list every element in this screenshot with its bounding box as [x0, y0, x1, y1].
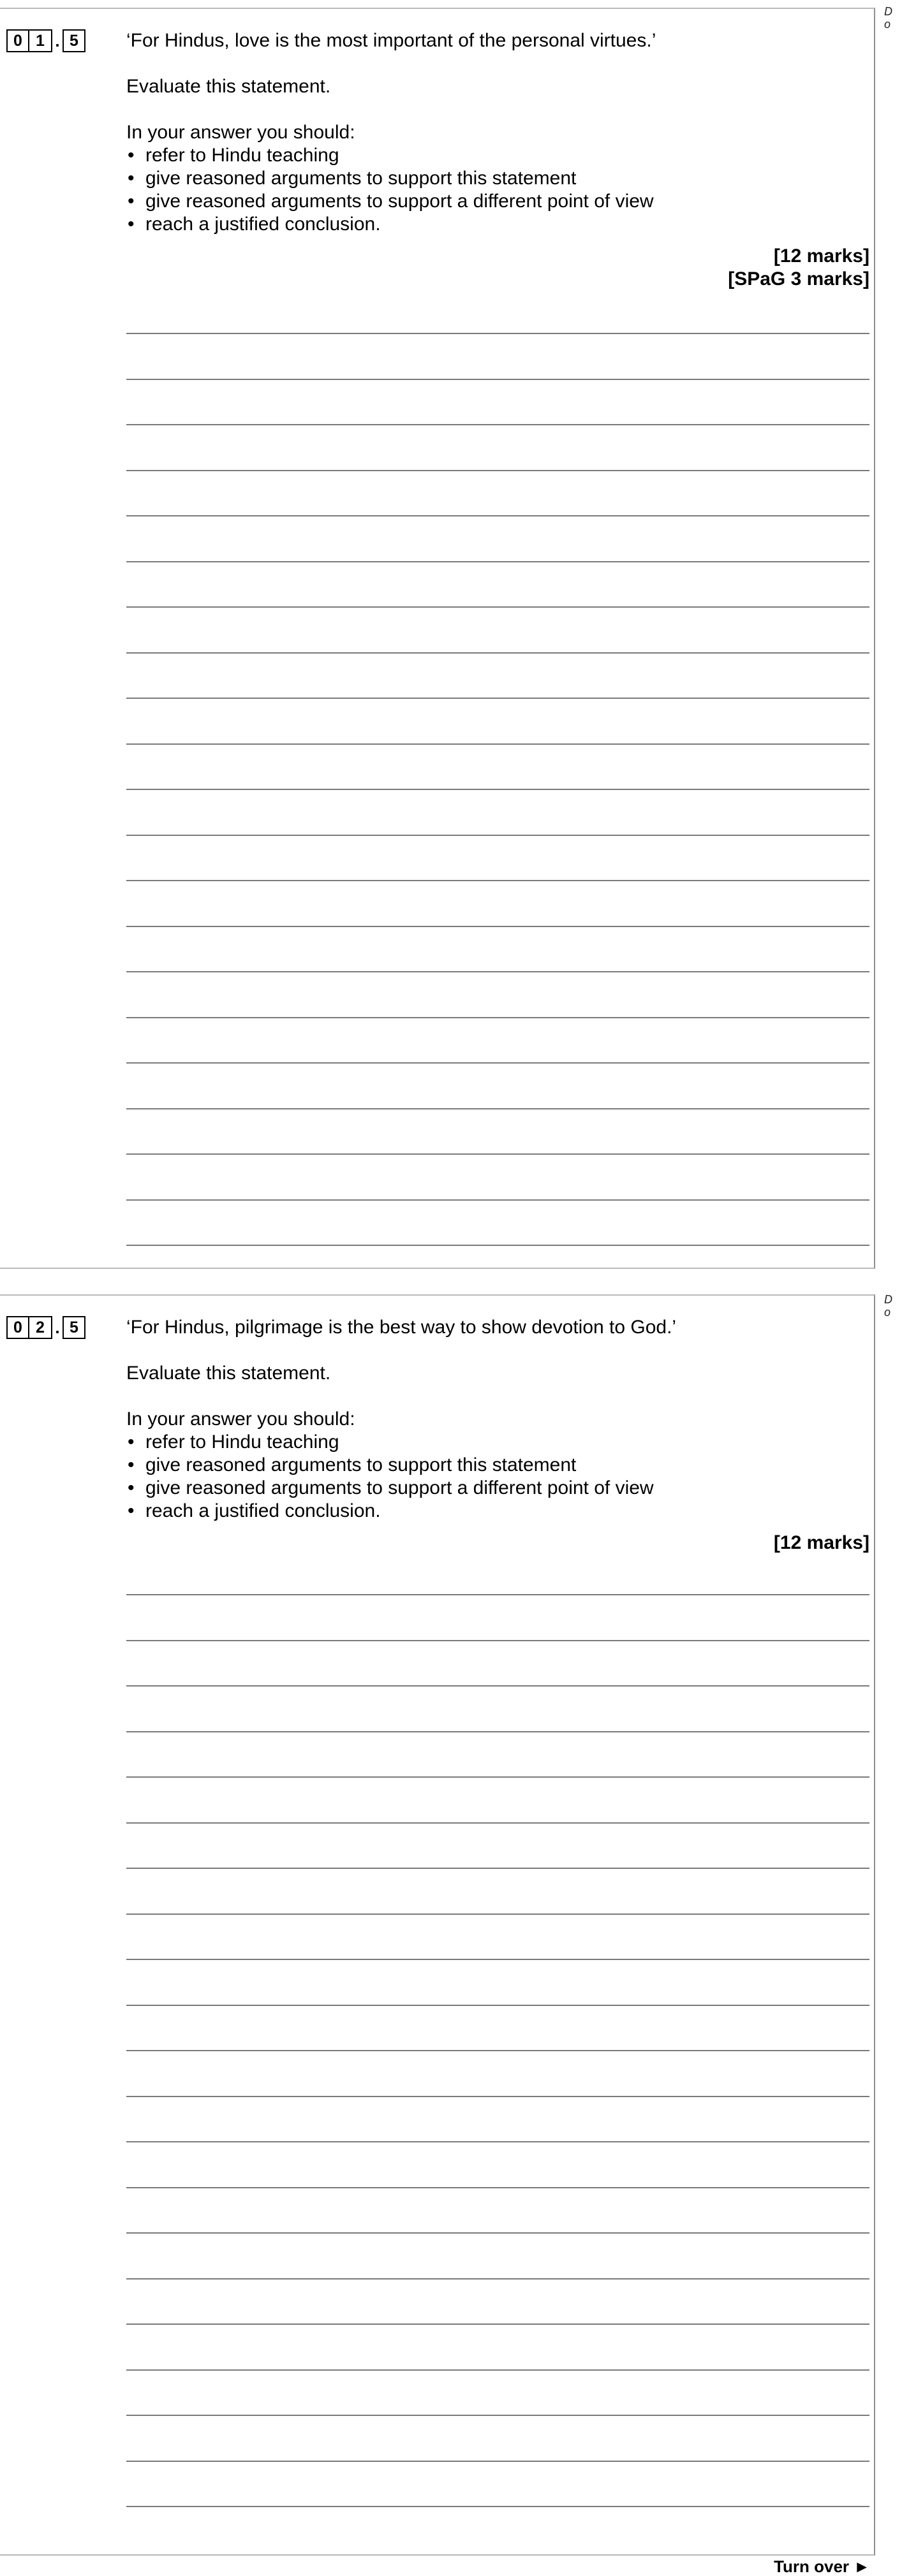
answer-lines[interactable]: [126, 333, 869, 1251]
answer-line[interactable]: [126, 515, 869, 516]
instruction-list: [126, 1431, 869, 1523]
answer-line[interactable]: [126, 1959, 869, 1960]
answer-line[interactable]: [126, 470, 869, 471]
answer-line[interactable]: [126, 789, 869, 790]
answer-line[interactable]: [126, 1914, 869, 1915]
answer-line[interactable]: [126, 2141, 869, 2142]
instructions-lead: In your answer you should:: [126, 122, 355, 143]
answer-line[interactable]: [126, 1868, 869, 1869]
answer-line[interactable]: [126, 1685, 869, 1687]
answer-lines[interactable]: [126, 1594, 869, 2512]
question-015: [0, 8, 875, 1269]
question-body: [126, 29, 869, 291]
turn-over-label: Turn over ►: [774, 2557, 870, 2576]
answer-line[interactable]: [126, 1108, 869, 1109]
answer-line[interactable]: [126, 1731, 869, 1732]
question-digit: 1: [29, 29, 52, 52]
answer-line[interactable]: [126, 1017, 869, 1018]
instruction-item: • refer to Hindu teaching: [126, 1431, 869, 1454]
answer-line[interactable]: [126, 2005, 869, 2006]
instruction-item: • give reasoned arguments to support this statement: [126, 167, 869, 190]
answer-line[interactable]: [126, 2232, 869, 2234]
evaluate-instruction: Evaluate this statement.: [126, 76, 331, 97]
answer-line[interactable]: [126, 698, 869, 699]
answer-line[interactable]: [126, 424, 869, 425]
answer-line[interactable]: [126, 2050, 869, 2051]
question-number: [6, 1316, 85, 1339]
answer-line[interactable]: [126, 2415, 869, 2416]
question-dot: .: [55, 31, 60, 50]
question-digit: 5: [63, 29, 85, 52]
question-digit: 2: [29, 1316, 52, 1339]
instructions-lead: In your answer you should:: [126, 1409, 355, 1430]
answer-line[interactable]: [126, 1245, 869, 1246]
answer-line[interactable]: [126, 1594, 869, 1595]
answer-line[interactable]: [126, 2324, 869, 2325]
answer-line[interactable]: [126, 1822, 869, 1824]
answer-line[interactable]: [126, 1153, 869, 1155]
answer-line[interactable]: [126, 379, 869, 380]
answer-line[interactable]: [126, 835, 869, 836]
answer-line[interactable]: [126, 1776, 869, 1778]
answer-line[interactable]: [126, 2278, 869, 2280]
marks-label: [12 marks]: [773, 1532, 869, 1553]
question-dot: .: [55, 1318, 60, 1337]
question-number: [6, 29, 85, 52]
evaluate-instruction: Evaluate this statement.: [126, 1363, 331, 1384]
answer-line[interactable]: [126, 1062, 869, 1064]
answer-line[interactable]: [126, 743, 869, 745]
answer-line[interactable]: [126, 2506, 869, 2507]
answer-line[interactable]: [126, 2369, 869, 2371]
instruction-item: • give reasoned arguments to support a different point of view: [126, 190, 869, 213]
answer-line[interactable]: [126, 926, 869, 927]
answer-line[interactable]: [126, 652, 869, 654]
marks-label: [12 marks]: [773, 245, 869, 267]
answer-line[interactable]: [126, 561, 869, 562]
spag-marks-label: [SPaG 3 marks]: [728, 268, 869, 289]
answer-line[interactable]: [126, 880, 869, 881]
answer-line[interactable]: [126, 2096, 869, 2097]
answer-line[interactable]: [126, 2187, 869, 2188]
margin-note: D o: [884, 1293, 892, 1319]
margin-note: D o: [884, 5, 892, 31]
answer-line[interactable]: [126, 2461, 869, 2462]
question-digit: 5: [63, 1316, 85, 1339]
answer-line[interactable]: [126, 971, 869, 972]
instruction-item: • give reasoned arguments to support a different point of view: [126, 1477, 869, 1500]
instruction-item: • refer to Hindu teaching: [126, 144, 869, 167]
question-statement: ‘For Hindus, love is the most important of the personal virtues.’: [126, 30, 656, 51]
answer-line[interactable]: [126, 1640, 869, 1641]
answer-line[interactable]: [126, 1199, 869, 1201]
instruction-list: [126, 144, 869, 236]
question-statement: ‘For Hindus, pilgrimage is the best way to show devotion to God.’: [126, 1317, 677, 1338]
question-025: [0, 1294, 875, 2556]
instruction-item: • reach a justified conclusion.: [126, 213, 869, 236]
answer-line[interactable]: [126, 606, 869, 608]
answer-line[interactable]: [126, 333, 869, 334]
question-body: [126, 1316, 869, 1555]
instruction-item: • reach a justified conclusion.: [126, 1500, 869, 1523]
question-digit: 0: [6, 29, 29, 52]
instruction-item: • give reasoned arguments to support this statement: [126, 1454, 869, 1477]
question-digit: 0: [6, 1316, 29, 1339]
